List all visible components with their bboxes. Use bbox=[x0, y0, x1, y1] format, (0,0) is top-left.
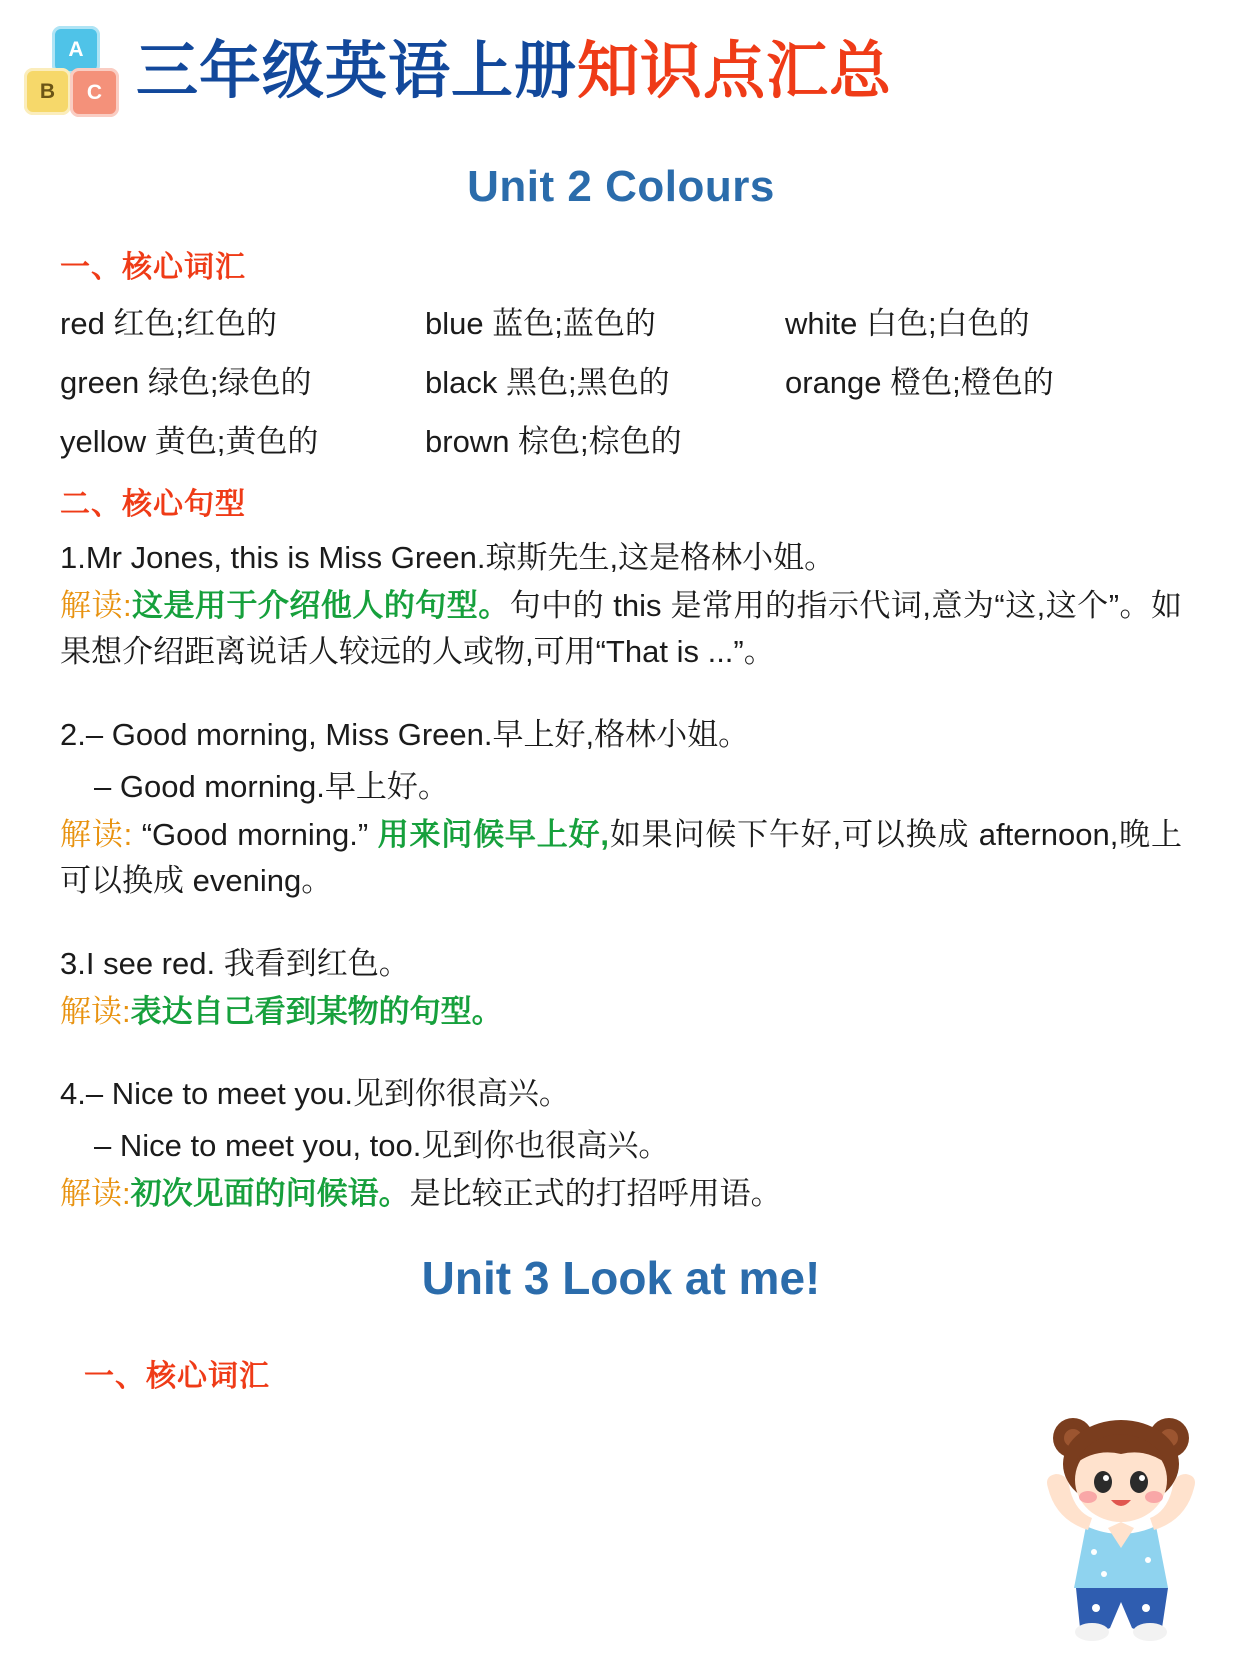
unit3-vocab-heading: 一、核心词汇 bbox=[84, 1360, 270, 1394]
pattern-sentence: 3.I see red. 我看到红色。 bbox=[60, 945, 410, 981]
pattern-sentence: – Nice to meet you, too.见到你也很高兴。 bbox=[94, 1127, 670, 1163]
explain-rest: 如果问候下午好,可以换成 afternoon,晚上可以换成 evening。 bbox=[60, 816, 1182, 899]
block-c: C bbox=[70, 68, 119, 117]
page-title-red: 知识点汇总 bbox=[577, 37, 893, 106]
explain-rest: 句中的 this 是常用的指示代词,意为“这,这个”。如果想介绍距离说话人较远的人或物,可用“That is ...”。 bbox=[60, 587, 1182, 670]
explain-highlight: 这是用于介绍他人的句型。 bbox=[131, 587, 510, 623]
block-a: A bbox=[52, 26, 100, 74]
pattern-sentence: – Good morning.早上好。 bbox=[94, 768, 449, 804]
pattern-explanation bbox=[60, 1171, 1182, 1218]
vocab-item: red 红色;红色的 bbox=[60, 306, 278, 341]
pattern-explanation bbox=[60, 812, 1182, 905]
explain-highlight: 表达自己看到某物的句型。 bbox=[130, 993, 503, 1029]
pattern-explanation bbox=[60, 989, 1182, 1036]
abc-blocks-icon bbox=[22, 24, 126, 120]
unit3-title: Unit 3 Look at me! bbox=[421, 1252, 821, 1305]
vocab-item: blue 蓝色;蓝色的 bbox=[425, 306, 656, 341]
document-body bbox=[0, 162, 1242, 1395]
pattern-item-1 bbox=[60, 535, 1182, 676]
explain-pre: “Good morning.” bbox=[132, 816, 378, 852]
girl-cheering-icon bbox=[1026, 1402, 1216, 1642]
pattern-sentence: 4.– Nice to meet you.见到你很高兴。 bbox=[60, 1076, 570, 1111]
pattern-sentence: 1.Mr Jones, this is Miss Green.琼斯先生,这是格林小姐。 bbox=[60, 540, 836, 575]
explain-highlight: 初次见面的问候语。 bbox=[130, 1175, 410, 1211]
vocab-item: green 绿色;绿色的 bbox=[60, 365, 312, 400]
explain-label: 解读: bbox=[60, 1175, 131, 1211]
pattern-item-4 bbox=[60, 1071, 1182, 1217]
page-header bbox=[0, 0, 1242, 118]
unit2-title: Unit 2 Colours bbox=[467, 162, 775, 211]
unit2-vocab-heading: 一、核心词汇 bbox=[60, 251, 246, 284]
unit2-pattern-heading: 二、核心句型 bbox=[60, 488, 246, 521]
page-title bbox=[136, 37, 893, 106]
page-title-blue: 三年级英语上册 bbox=[136, 37, 578, 106]
vocab-item: brown 棕色;棕色的 bbox=[425, 424, 682, 459]
vocab-item: black 黑色;黑色的 bbox=[425, 365, 670, 400]
vocab-item: yellow 黄色;黄色的 bbox=[60, 424, 319, 459]
spacer bbox=[60, 676, 1182, 706]
vocab-item: orange 橙色;橙色的 bbox=[785, 365, 1054, 400]
block-b: B bbox=[24, 68, 71, 115]
pattern-explanation bbox=[60, 583, 1182, 676]
explain-label: 解读: bbox=[60, 993, 131, 1029]
explain-rest: 是比较正式的打招呼用语。 bbox=[409, 1175, 782, 1211]
explain-label: 解读: bbox=[60, 816, 133, 852]
pattern-item-3 bbox=[60, 941, 1182, 1035]
spacer bbox=[60, 1035, 1182, 1065]
vocab-item: white 白色;白色的 bbox=[785, 306, 1030, 341]
pattern-item-2 bbox=[60, 712, 1182, 905]
spacer bbox=[60, 905, 1182, 935]
pattern-sentence: 2.– Good morning, Miss Green.早上好,格林小姐。 bbox=[60, 716, 750, 752]
explain-highlight: 用来问候早上好, bbox=[377, 816, 610, 852]
explain-label: 解读: bbox=[60, 587, 132, 623]
unit2-vocab-list bbox=[60, 298, 1182, 461]
